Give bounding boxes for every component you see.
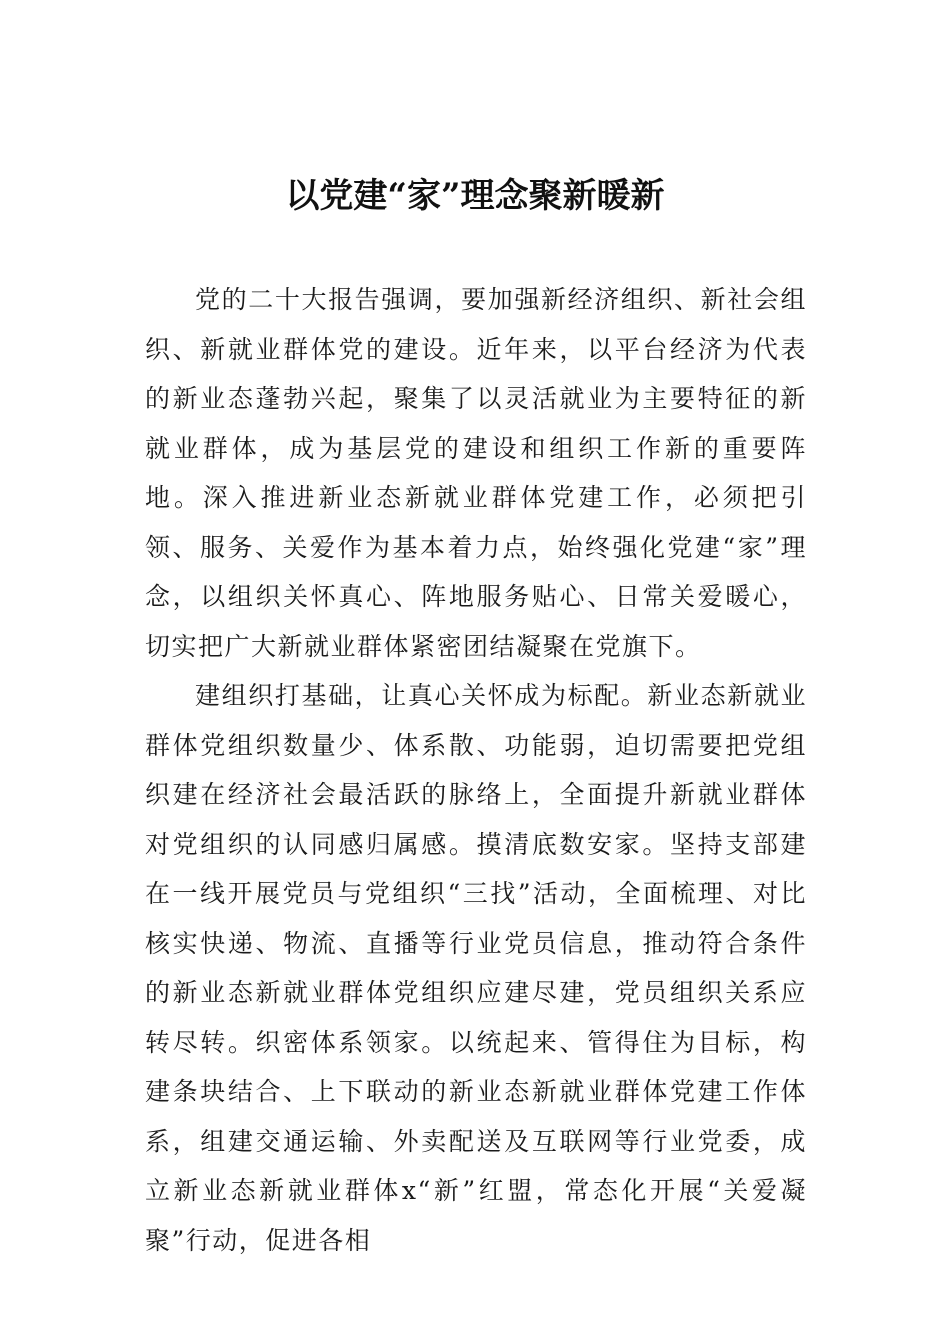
paragraph-2: 建组织打基础，让真心关怀成为标配。新业态新就业群体党组织数量少、体系散、功能弱，迫切需要把党组织建在经济社会最活跃的脉络上，全面提升新就业群体对党组织的认同感归属感。摸清底数安家。坚持支部建在一线开展党员与党组织“三找”活动，全面梳理、对比核实快递、物流、直播等行业党员信息，推动符合条件的新业态新就业群体党组织应建尽建，党员组织关系应转尽转。织密体系领家。以统起来、管得住为目标，构建条块结合、上下联动的新业态新就业群体党建工作体系，组建交通运输、外卖配送及互联网等行业党委，成立新业态新就业群体x“新”红盟，常态化开展“关爱凝聚”行动，促进各相 xyxy=(145,681,807,1255)
document-title: 以党建“家”理念聚新暖新 xyxy=(285,176,665,216)
document-body xyxy=(145,275,807,1265)
paragraph-1: 党的二十大报告强调，要加强新经济组织、新社会组织、新就业群体党的建设。近年来，以平台经济为代表的新业态蓬勃兴起，聚集了以灵活就业为主要特征的新就业群体，成为基层党的建设和组织工作新的重要阵地。深入推进新业态新就业群体党建工作，必须把引领、服务、关爱作为基本着力点，始终强化党建“家”理念，以组织关怀真心、阵地服务贴心、日常关爱暖心，切实把广大新就业群体紧密团结凝聚在党旗下。 xyxy=(145,285,807,661)
